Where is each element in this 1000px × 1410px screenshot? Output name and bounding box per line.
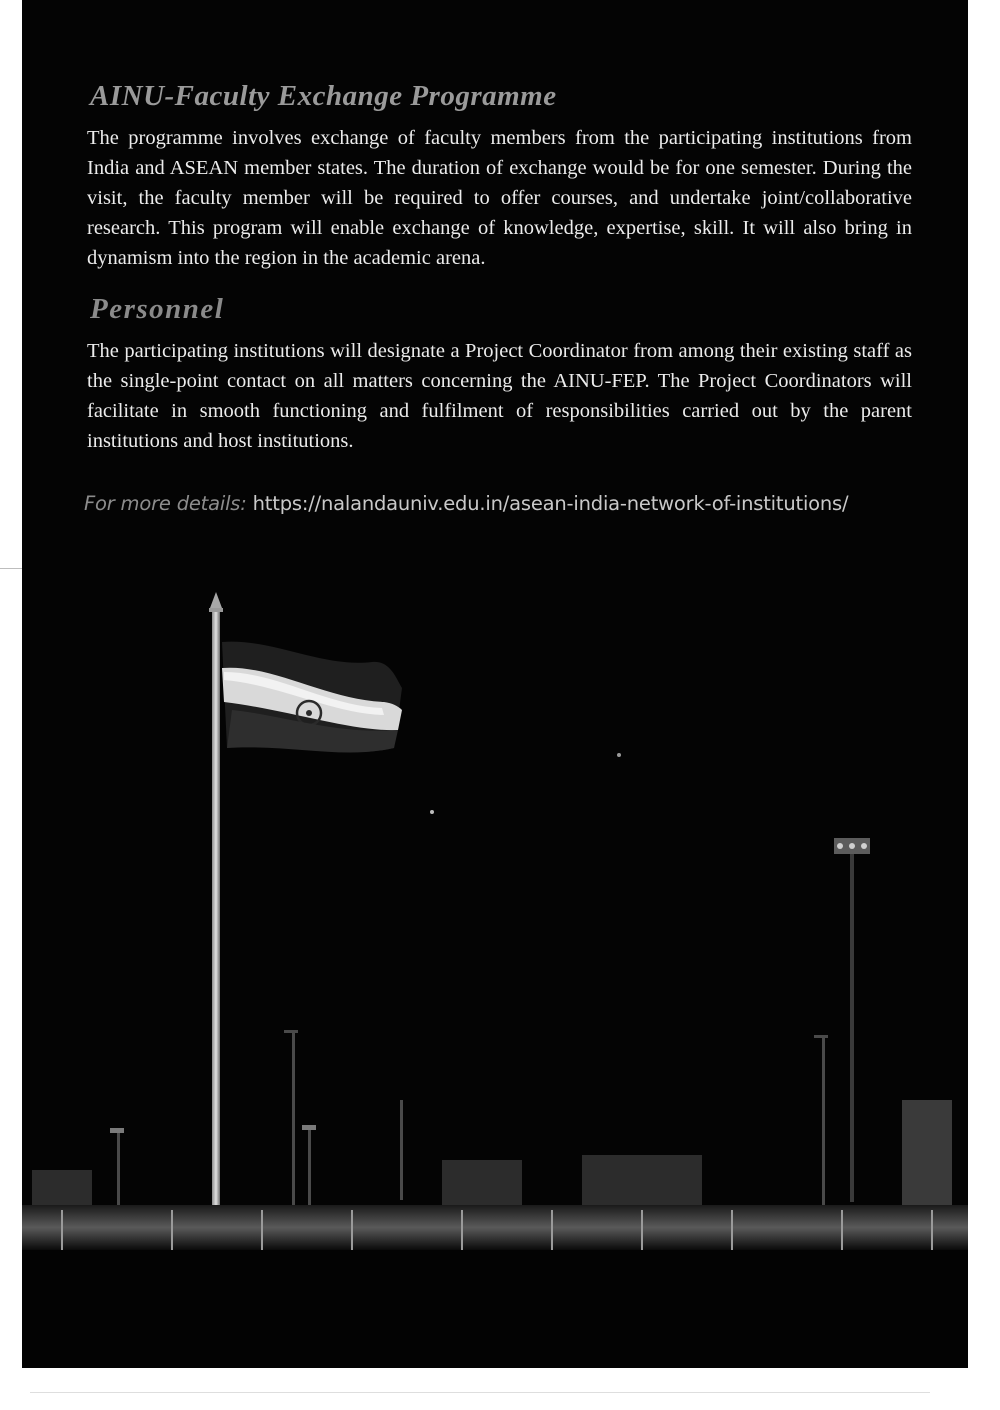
indian-flag bbox=[222, 642, 402, 753]
more-details-label: For more details: bbox=[84, 492, 247, 515]
section-body-faculty-exchange: The programme involves exchange of faculty members from the participating institutions from India and ASEAN member states. The duration of exchange would be for one semester. During the visit, the faculty member will be required to offer courses, and undertake joint/collaborative research. This program will enable exchange of knowledge, expertise, skill. It will also bring in dynamism into the region in the academic arena. bbox=[87, 127, 912, 269]
flag-photo bbox=[22, 560, 968, 1368]
scan-artifact-line bbox=[30, 1392, 930, 1393]
dark-background-panel bbox=[22, 0, 968, 1368]
flag-pole bbox=[209, 592, 223, 1205]
more-details-line bbox=[84, 492, 912, 515]
foreground-dark bbox=[22, 1250, 968, 1368]
section-body-personnel: The participating institutions will designate a Project Coordinator from among their existing staff as the single-point contact on all matters concerning the AINU-FEP. The Project Coordinators will facilitate in smooth functioning and fulfilment of responsibilities carried out by the parent institutions and host institutions. bbox=[87, 340, 912, 452]
more-details-link[interactable]: https://nalandauniv.edu.in/asean-india-network-of-institutions/ bbox=[252, 492, 849, 515]
text-content bbox=[84, 80, 912, 515]
floodlight-tower bbox=[834, 838, 870, 1202]
section-heading-personnel: Personnel bbox=[90, 293, 225, 325]
section-heading-faculty-exchange: AINU-Faculty Exchange Programme bbox=[90, 80, 557, 112]
ground-railing bbox=[22, 1205, 968, 1250]
scan-artifact-line bbox=[0, 568, 22, 569]
distant-structures bbox=[32, 1100, 952, 1210]
